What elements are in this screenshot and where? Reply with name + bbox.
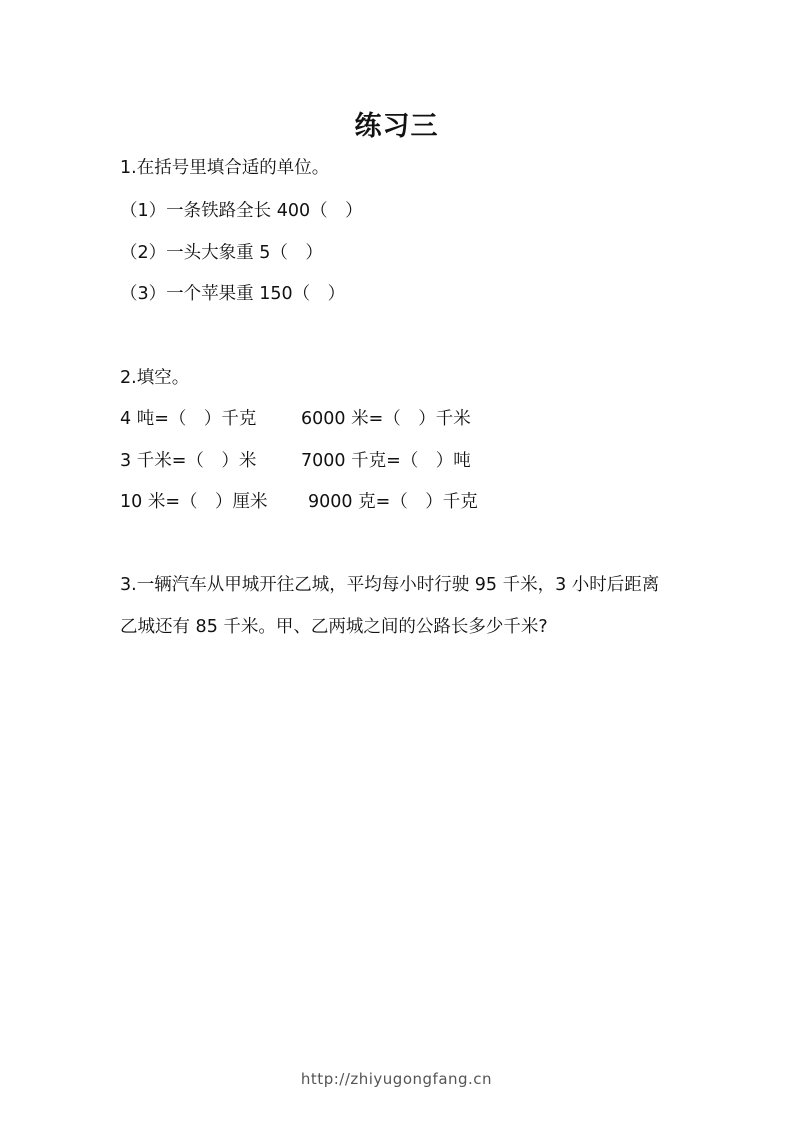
- q2-row-2-right: 7000 千克=（ ）吨: [301, 451, 471, 471]
- q2-row-1-left: 4 吨=（ ）千克: [120, 409, 257, 429]
- q3-line-1: 3.一辆汽车从甲城开往乙城，平均每小时行驶 95 千米，3 小时后距离: [120, 575, 660, 595]
- footer-url: http://zhiyugongfang.cn: [300, 1070, 493, 1088]
- q2-row-3-right: 9000 克=（ ）千克: [308, 492, 478, 512]
- q2-heading: 2.填空。: [120, 368, 190, 388]
- q2-row-3-left: 10 米=（ ）厘米: [120, 492, 268, 512]
- q1-heading: 1.在括号里填合适的单位。: [120, 158, 330, 178]
- page-title: 练习三: [354, 111, 439, 142]
- q3-line-2: 乙城还有 85 千米。甲、乙两城之间的公路长多少千米?: [120, 617, 548, 637]
- q2-row-1-right: 6000 米=（ ）千米: [301, 409, 471, 429]
- q1-item-3: （3）一个苹果重 150（ ）: [120, 284, 346, 304]
- q1-item-1: （1）一条铁路全长 400（ ）: [120, 201, 363, 221]
- q1-item-2: （2）一头大象重 5（ ）: [120, 243, 323, 263]
- q2-row-2-left: 3 千米=（ ）米: [120, 451, 257, 471]
